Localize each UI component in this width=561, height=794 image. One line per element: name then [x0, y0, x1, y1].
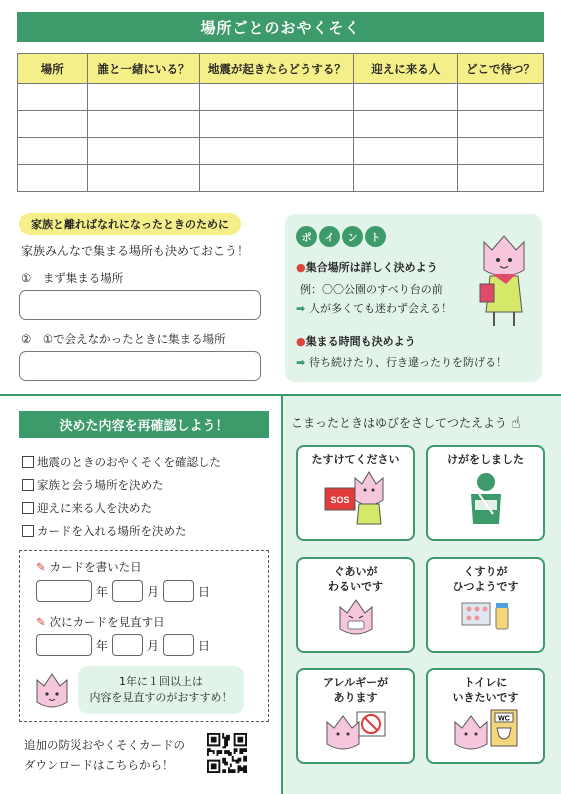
- table-cell[interactable]: [354, 111, 458, 138]
- table-cell[interactable]: [354, 138, 458, 165]
- table-cell[interactable]: [200, 138, 354, 165]
- table-cell[interactable]: [87, 84, 200, 111]
- year-field[interactable]: [36, 634, 92, 656]
- col-header-action: 地震が起きたらどうする？: [200, 54, 354, 84]
- sick-mascot-icon: [336, 597, 376, 635]
- table-cell[interactable]: [200, 84, 354, 111]
- table-cell[interactable]: [87, 111, 200, 138]
- meeting-place-1-field[interactable]: [19, 290, 261, 320]
- toilet-sign-icon: [451, 708, 521, 752]
- table-cell[interactable]: [18, 138, 88, 165]
- col-header-place: 場所: [18, 54, 88, 84]
- arrow-right-icon: ➡: [296, 356, 310, 369]
- checkbox[interactable]: [22, 456, 34, 468]
- table-row: [18, 138, 544, 165]
- separation-tag: 家族と離ればなれになったときのために: [19, 213, 241, 235]
- table-cell[interactable]: [458, 165, 544, 192]
- table-row: [18, 165, 544, 192]
- year-field[interactable]: [36, 580, 92, 602]
- checklist-item[interactable]: 迎えに来る人を決めた: [22, 500, 152, 516]
- day-field[interactable]: [163, 634, 194, 656]
- table-cell[interactable]: [200, 111, 354, 138]
- arrow-right-icon: ➡: [296, 302, 310, 315]
- table-row: [18, 84, 544, 111]
- bullet-icon: ●: [296, 261, 306, 274]
- review-date-label: ✎ 次にカードを見直す日: [36, 615, 165, 629]
- day-field[interactable]: [163, 580, 194, 602]
- point-heading-2: ●集まる時間も決めよう: [296, 335, 416, 348]
- mascot-icon: [476, 226, 532, 330]
- mascot-icon: [34, 670, 70, 710]
- table-cell[interactable]: [458, 84, 544, 111]
- card-injury[interactable]: けがをしました: [426, 445, 545, 541]
- col-header-wait-place: どこで待つ？: [458, 54, 544, 84]
- page-title: 場所ごとのおやくそく: [17, 12, 544, 42]
- point-badge-char: イ: [319, 226, 340, 247]
- pencil-icon: ✎: [36, 615, 46, 629]
- table-cell[interactable]: [354, 165, 458, 192]
- table-cell[interactable]: [18, 165, 88, 192]
- point-example: 例：〇〇公園のすべり台の前: [300, 283, 443, 296]
- checkbox[interactable]: [22, 502, 34, 514]
- table-cell[interactable]: [18, 84, 88, 111]
- checkbox[interactable]: [22, 479, 34, 491]
- download-text: 追加の防災おやくそくカードの ダウンロードはこちらから！: [24, 738, 185, 772]
- col-header-with-whom: 誰と一緒にいる？: [87, 54, 200, 84]
- table-row: [18, 111, 544, 138]
- bullet-icon: ●: [296, 335, 306, 348]
- point-badge: [296, 226, 386, 247]
- meeting-place-2-field[interactable]: [19, 351, 261, 381]
- separation-heading: 家族みんなで集まる場所も決めておこう！: [21, 244, 250, 258]
- pencil-icon: ✎: [36, 560, 46, 574]
- checklist-item[interactable]: 家族と会う場所を決めた: [22, 477, 164, 493]
- table-cell[interactable]: [458, 138, 544, 165]
- table-header-row: [18, 54, 544, 84]
- point-reason-2: ➡ 待ち続けたり、行き違ったりを防げる！: [296, 356, 508, 369]
- qr-code-icon[interactable]: [207, 733, 247, 773]
- table-cell[interactable]: [354, 84, 458, 111]
- written-date-fields: 年 月 日: [36, 580, 210, 602]
- card-help[interactable]: たすけてください SOS: [296, 445, 415, 541]
- point-badge-char: ポ: [296, 226, 317, 247]
- finger-title: こまったときはゆびをさしてつたえよう ☝: [291, 413, 521, 432]
- month-field[interactable]: [112, 634, 143, 656]
- point-badge-char: ト: [365, 226, 386, 247]
- pointing-hand-icon: ☝: [511, 413, 521, 432]
- written-date-label: ✎ カードを書いた日: [36, 560, 142, 574]
- question-2: ② ①で会えなかったときに集まる場所: [21, 332, 226, 346]
- table-cell[interactable]: [87, 138, 200, 165]
- wc-label: WC: [497, 715, 510, 723]
- promise-table: [17, 53, 544, 192]
- card-allergy[interactable]: アレルギーが あります: [296, 668, 415, 764]
- sos-label: SOS: [329, 494, 350, 505]
- card-toilet[interactable]: トイレに いきたいです WC: [426, 668, 545, 764]
- medicine-icon: [456, 597, 516, 635]
- review-date-fields: 年 月 日: [36, 634, 210, 656]
- point-reason-1: ➡ 人が多くても迷わず会える！: [296, 302, 453, 315]
- card-medicine[interactable]: くすりが ひつようです: [426, 557, 545, 653]
- table-cell[interactable]: [200, 165, 354, 192]
- sos-sign-icon: [321, 470, 391, 526]
- advice-bubble: 1年に１回以上は 内容を見直すのがおすすめ！: [78, 666, 244, 714]
- card-unwell[interactable]: ぐあいが わるいです: [296, 557, 415, 653]
- injured-person-icon: [461, 470, 511, 526]
- table-cell[interactable]: [18, 111, 88, 138]
- checklist-item[interactable]: カードを入れる場所を決めた: [22, 523, 187, 539]
- table-cell[interactable]: [87, 165, 200, 192]
- checkbox[interactable]: [22, 525, 34, 537]
- column-divider: [281, 396, 283, 794]
- table-cell[interactable]: [458, 111, 544, 138]
- point-heading-1: ●集合場所は詳しく決めよう: [296, 261, 438, 274]
- month-field[interactable]: [112, 580, 143, 602]
- point-badge-char: ン: [342, 226, 363, 247]
- question-1: ① まず集まる場所: [21, 271, 124, 285]
- col-header-pickup: 迎えに来る人: [354, 54, 458, 84]
- recheck-title: 決めた内容を再確認しよう！: [19, 411, 269, 438]
- checklist-item[interactable]: 地震のときのおやくそくを確認した: [22, 454, 221, 470]
- allergy-sign-icon: [321, 708, 391, 752]
